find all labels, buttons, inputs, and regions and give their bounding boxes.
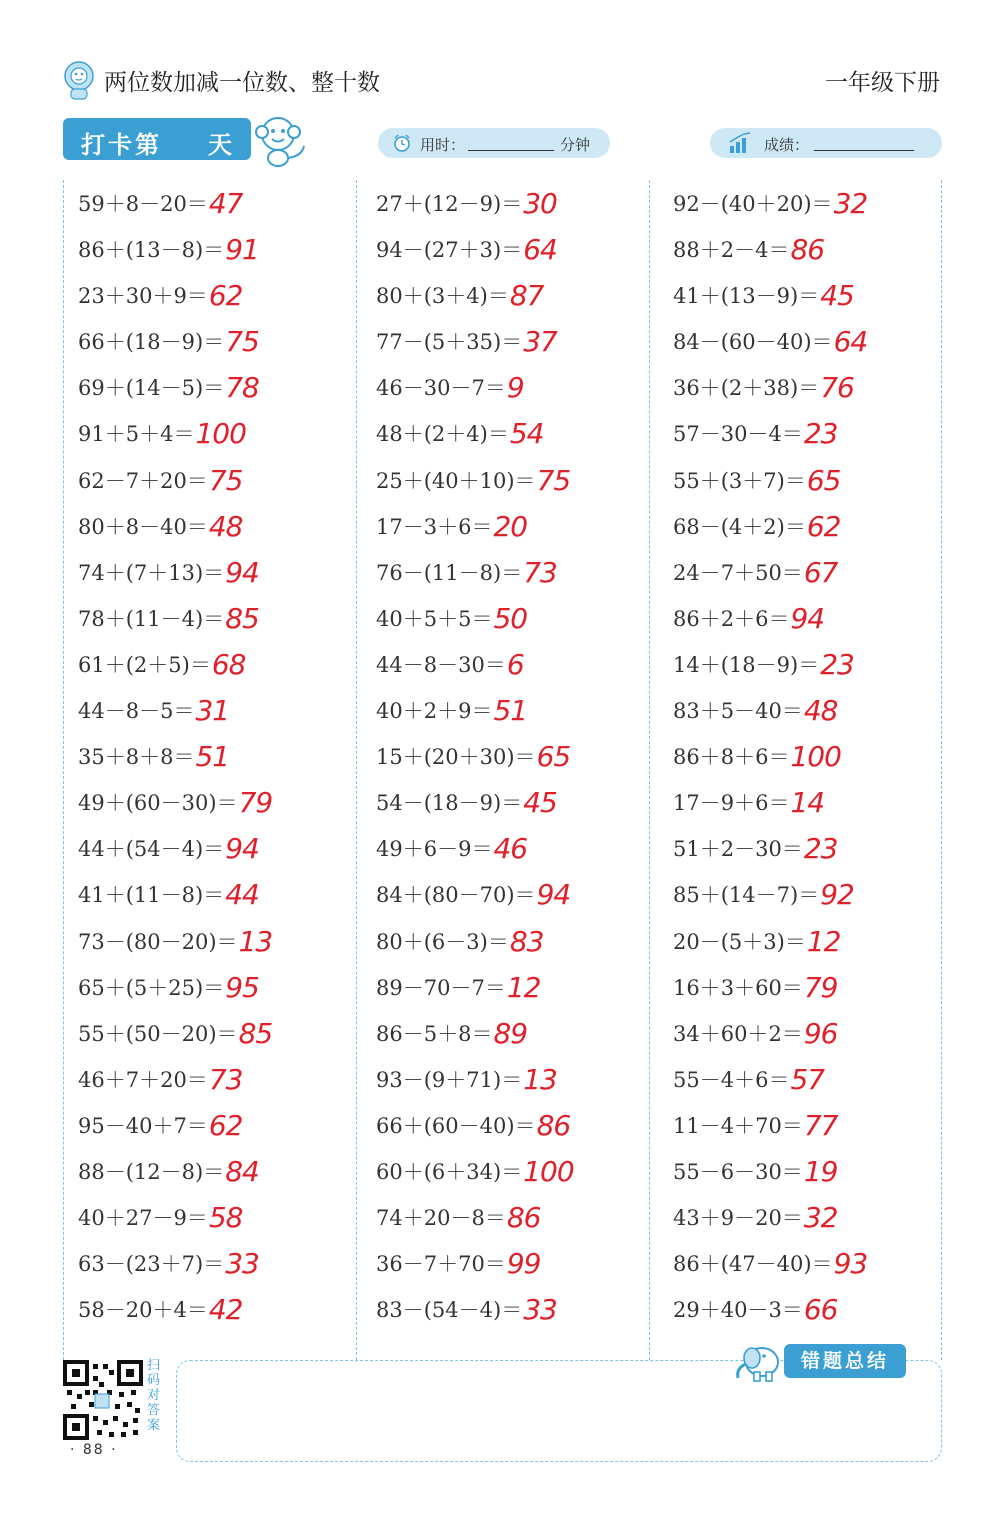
problem-row bbox=[673, 1148, 963, 1194]
problem-expression: 55＋(50－20)＝ bbox=[78, 1021, 238, 1046]
problem-row bbox=[78, 1056, 368, 1102]
problem-row bbox=[376, 1194, 666, 1240]
problem-expression: 46－30－7＝ bbox=[376, 376, 506, 401]
problem-row bbox=[376, 503, 666, 549]
handwritten-answer[interactable]: 33 bbox=[225, 1247, 259, 1281]
problem-row bbox=[376, 272, 666, 318]
score-blank[interactable] bbox=[814, 150, 914, 151]
problem-row bbox=[673, 1010, 963, 1056]
handwritten-answer[interactable]: 58 bbox=[208, 1201, 243, 1235]
problem-expression: 73－(80－20)＝ bbox=[78, 929, 238, 954]
handwritten-answer[interactable]: 31 bbox=[195, 694, 230, 728]
handwritten-answer[interactable]: 64 bbox=[523, 233, 557, 267]
column-divider-left bbox=[63, 180, 64, 1360]
handwritten-answer[interactable]: 93 bbox=[833, 1247, 868, 1281]
problem-expression: 40＋5＋5＝ bbox=[376, 606, 493, 631]
problem-row bbox=[78, 503, 368, 549]
handwritten-answer[interactable]: 20 bbox=[493, 509, 528, 543]
problem-column-2 bbox=[376, 180, 666, 1332]
problem-expression: 93－(9＋71)＝ bbox=[376, 1067, 523, 1092]
problem-row bbox=[673, 503, 963, 549]
handwritten-answer[interactable]: 85 bbox=[225, 601, 259, 635]
problem-expression: 60＋(6＋34)＝ bbox=[376, 1159, 523, 1184]
problem-expression: 44－8－5＝ bbox=[78, 699, 195, 724]
problem-expression: 29＋40－3＝ bbox=[673, 1298, 803, 1323]
handwritten-answer[interactable]: 77 bbox=[803, 1108, 838, 1142]
problem-expression: 83＋5－40＝ bbox=[673, 699, 803, 724]
problem-expression: 77－(5＋35)＝ bbox=[376, 330, 523, 355]
grade-label: 一年级下册 bbox=[825, 70, 940, 96]
problem-expression: 57－30－4＝ bbox=[673, 422, 803, 447]
problem-row bbox=[673, 1194, 963, 1240]
problem-column-3 bbox=[673, 180, 963, 1332]
handwritten-answer[interactable]: 13 bbox=[523, 1062, 557, 1096]
handwritten-answer[interactable]: 79 bbox=[238, 786, 273, 820]
problem-row bbox=[376, 1148, 666, 1194]
handwritten-answer[interactable]: 13 bbox=[238, 924, 273, 958]
handwritten-answer[interactable]: 73 bbox=[523, 555, 557, 589]
problem-expression: 51＋2－30＝ bbox=[673, 837, 803, 862]
problem-row bbox=[673, 918, 963, 964]
time-label: 用时： bbox=[420, 136, 466, 154]
problem-row bbox=[78, 226, 368, 272]
problem-expression: 11－4＋70＝ bbox=[673, 1113, 803, 1138]
problem-row bbox=[376, 825, 666, 871]
problem-row bbox=[376, 641, 666, 687]
problem-row bbox=[78, 1010, 368, 1056]
problem-row bbox=[673, 410, 963, 456]
handwritten-answer[interactable]: 64 bbox=[833, 325, 868, 359]
problem-row bbox=[376, 964, 666, 1010]
problem-expression: 55－6－30＝ bbox=[673, 1159, 803, 1184]
checkin-suffix: 天 bbox=[208, 131, 232, 159]
problem-row bbox=[78, 180, 368, 226]
problem-expression: 66＋(60－40)＝ bbox=[376, 1113, 536, 1138]
problem-row bbox=[673, 641, 963, 687]
handwritten-answer[interactable]: 67 bbox=[803, 555, 838, 589]
problem-expression: 15＋(20＋30)＝ bbox=[376, 745, 536, 770]
handwritten-answer[interactable]: 32 bbox=[833, 187, 868, 220]
problem-expression: 88－(12－8)＝ bbox=[78, 1159, 225, 1184]
elephant-mascot-icon bbox=[732, 1338, 784, 1384]
mistake-summary-label: 错题总结 bbox=[784, 1344, 906, 1378]
handwritten-answer[interactable]: 32 bbox=[803, 1201, 838, 1235]
handwritten-answer[interactable]: 33 bbox=[523, 1293, 557, 1327]
problem-expression: 83－(54－4)＝ bbox=[376, 1298, 523, 1323]
problem-row bbox=[673, 733, 963, 779]
problem-row bbox=[673, 457, 963, 503]
problem-expression: 16＋3＋60＝ bbox=[673, 975, 803, 1000]
problem-row bbox=[673, 964, 963, 1010]
handwritten-answer[interactable]: 84 bbox=[225, 1154, 259, 1188]
handwritten-answer[interactable]: 62 bbox=[208, 279, 243, 313]
problem-row bbox=[78, 825, 368, 871]
handwritten-answer[interactable]: 86 bbox=[790, 233, 825, 267]
handwritten-answer[interactable]: 23 bbox=[803, 417, 838, 451]
problem-row bbox=[78, 1240, 368, 1286]
handwritten-answer[interactable]: 75 bbox=[225, 325, 259, 359]
problem-expression: 66＋(18－9)＝ bbox=[78, 330, 225, 355]
handwritten-answer[interactable]: 86 bbox=[506, 1201, 541, 1235]
problem-row bbox=[673, 1286, 963, 1332]
problem-expression: 36＋(2＋38)＝ bbox=[673, 376, 820, 401]
problem-expression: 74＋20－8＝ bbox=[376, 1206, 506, 1231]
problem-expression: 55＋(3＋7)＝ bbox=[673, 468, 806, 493]
problem-expression: 46＋7＋20＝ bbox=[78, 1067, 208, 1092]
problem-expression: 78＋(11－4)＝ bbox=[78, 606, 225, 631]
problem-expression: 65＋(5＋25)＝ bbox=[78, 975, 225, 1000]
handwritten-answer[interactable]: 100 bbox=[790, 740, 841, 774]
handwritten-answer[interactable]: 62 bbox=[208, 1108, 243, 1142]
handwritten-answer[interactable]: 37 bbox=[523, 325, 557, 359]
problem-expression: 17－9＋6＝ bbox=[673, 791, 790, 816]
handwritten-answer[interactable]: 65 bbox=[536, 740, 571, 774]
handwritten-answer[interactable]: 85 bbox=[238, 1016, 273, 1050]
handwritten-answer[interactable]: 54 bbox=[509, 417, 544, 451]
problem-expression: 85＋(14－7)＝ bbox=[673, 883, 820, 908]
problem-column-1 bbox=[78, 180, 368, 1332]
handwritten-answer[interactable]: 23 bbox=[820, 647, 854, 681]
clock-icon bbox=[392, 133, 412, 153]
handwritten-answer[interactable]: 96 bbox=[803, 1016, 838, 1050]
problem-row bbox=[376, 871, 666, 917]
handwritten-answer[interactable]: 83 bbox=[509, 924, 544, 958]
problem-expression: 44－8－30＝ bbox=[376, 652, 506, 677]
problem-row bbox=[78, 1286, 368, 1332]
handwritten-answer[interactable]: 51 bbox=[195, 740, 230, 774]
problem-row bbox=[78, 457, 368, 503]
problem-expression: 59＋8－20＝ bbox=[78, 192, 208, 216]
problem-row bbox=[376, 180, 666, 226]
time-field[interactable] bbox=[378, 128, 610, 158]
page-header bbox=[58, 60, 940, 110]
handwritten-answer[interactable]: 44 bbox=[225, 878, 259, 912]
problem-expression: 68－(4＋2)＝ bbox=[673, 514, 806, 539]
handwritten-answer[interactable]: 79 bbox=[803, 970, 838, 1004]
handwritten-answer[interactable]: 6 bbox=[506, 647, 524, 681]
problem-row bbox=[78, 410, 368, 456]
problem-row bbox=[376, 918, 666, 964]
problem-expression: 35＋8＋8＝ bbox=[78, 745, 195, 770]
problem-expression: 86＋(13－8)＝ bbox=[78, 238, 225, 263]
handwritten-answer[interactable]: 73 bbox=[208, 1062, 243, 1096]
problem-expression: 40＋27－9＝ bbox=[78, 1206, 208, 1231]
problem-expression: 84－(60－40)＝ bbox=[673, 330, 833, 355]
problem-row bbox=[78, 964, 368, 1010]
problem-row bbox=[376, 410, 666, 456]
problem-row bbox=[376, 1240, 666, 1286]
problem-row bbox=[78, 1102, 368, 1148]
problem-expression: 62－7＋20＝ bbox=[78, 468, 208, 493]
problem-row bbox=[673, 1056, 963, 1102]
problem-expression: 86＋2＋6＝ bbox=[673, 606, 790, 631]
handwritten-answer[interactable]: 99 bbox=[506, 1247, 541, 1281]
handwritten-answer[interactable]: 68 bbox=[211, 647, 246, 681]
problem-expression: 49＋(60－30)＝ bbox=[78, 791, 238, 816]
problem-row bbox=[78, 871, 368, 917]
score-label: 成绩： bbox=[764, 136, 810, 154]
problem-row bbox=[78, 1194, 368, 1240]
handwritten-answer[interactable]: 94 bbox=[225, 832, 259, 866]
handwritten-answer[interactable]: 48 bbox=[803, 694, 838, 728]
problem-expression: 63－(23＋7)＝ bbox=[78, 1252, 225, 1277]
problem-row bbox=[78, 687, 368, 733]
problem-row bbox=[78, 1148, 368, 1194]
problem-row bbox=[376, 595, 666, 641]
problem-expression: 40＋2＋9＝ bbox=[376, 699, 493, 724]
problem-row bbox=[376, 733, 666, 779]
handwritten-answer[interactable]: 9 bbox=[506, 371, 524, 405]
handwritten-answer[interactable]: 30 bbox=[523, 187, 557, 220]
problem-row bbox=[376, 549, 666, 595]
problem-row bbox=[376, 457, 666, 503]
qr-caption: 扫码对答案 bbox=[147, 1358, 161, 1433]
problem-row bbox=[673, 779, 963, 825]
problem-expression: 92－(40＋20)＝ bbox=[673, 192, 833, 216]
problem-expression: 88＋2－4＝ bbox=[673, 238, 790, 263]
problem-row bbox=[78, 918, 368, 964]
problem-expression: 27＋(12－9)＝ bbox=[376, 192, 523, 216]
problem-expression: 24－7＋50＝ bbox=[673, 560, 803, 585]
handwritten-answer[interactable]: 94 bbox=[225, 555, 259, 589]
problem-row bbox=[673, 272, 963, 318]
problem-row bbox=[673, 1102, 963, 1148]
handwritten-answer[interactable]: 12 bbox=[506, 970, 541, 1004]
handwritten-answer[interactable]: 87 bbox=[509, 279, 544, 313]
problem-row bbox=[376, 1056, 666, 1102]
handwritten-answer[interactable]: 14 bbox=[790, 786, 825, 820]
handwritten-answer[interactable]: 94 bbox=[536, 878, 571, 912]
handwritten-answer[interactable]: 76 bbox=[820, 371, 854, 405]
problem-row bbox=[376, 779, 666, 825]
problem-expression: 55－4＋6＝ bbox=[673, 1067, 790, 1092]
handwritten-answer[interactable]: 86 bbox=[536, 1108, 571, 1142]
handwritten-answer[interactable]: 19 bbox=[803, 1154, 838, 1188]
problem-row bbox=[78, 779, 368, 825]
problem-expression: 84＋(80－70)＝ bbox=[376, 883, 536, 908]
problem-expression: 86＋8＋6＝ bbox=[673, 745, 790, 770]
problem-row bbox=[673, 595, 963, 641]
problem-expression: 36－7＋70＝ bbox=[376, 1252, 506, 1277]
problem-row bbox=[376, 1286, 666, 1332]
problem-expression: 95－40＋7＝ bbox=[78, 1113, 208, 1138]
problem-row bbox=[673, 1240, 963, 1286]
handwritten-answer[interactable]: 45 bbox=[523, 786, 557, 820]
handwritten-answer[interactable]: 57 bbox=[790, 1062, 825, 1096]
problem-expression: 25＋(40＋10)＝ bbox=[376, 468, 536, 493]
monkey-mascot-icon bbox=[252, 112, 310, 168]
handwritten-answer[interactable]: 100 bbox=[195, 417, 246, 451]
time-unit: 分钟 bbox=[560, 136, 591, 154]
problem-expression: 43＋9－20＝ bbox=[673, 1206, 803, 1231]
handwritten-answer[interactable]: 100 bbox=[523, 1154, 574, 1188]
bar-chart-icon bbox=[728, 132, 752, 154]
page-title: 两位数加减一位数、整十数 bbox=[104, 70, 380, 96]
problem-row bbox=[78, 364, 368, 410]
problem-row bbox=[673, 549, 963, 595]
handwritten-answer[interactable]: 50 bbox=[493, 601, 528, 635]
problem-row bbox=[673, 825, 963, 871]
problem-expression: 41＋(11－8)＝ bbox=[78, 883, 225, 908]
handwritten-answer[interactable]: 89 bbox=[493, 1016, 528, 1050]
handwritten-answer[interactable]: 47 bbox=[208, 187, 243, 220]
problem-expression: 44＋(54－4)＝ bbox=[78, 837, 225, 862]
problem-expression: 23＋30＋9＝ bbox=[78, 284, 208, 309]
handwritten-answer[interactable]: 78 bbox=[225, 371, 259, 405]
handwritten-answer[interactable]: 91 bbox=[225, 233, 259, 267]
page-number: · 88 · bbox=[70, 1442, 118, 1458]
lion-logo-icon bbox=[62, 60, 96, 100]
handwritten-answer[interactable]: 48 bbox=[208, 509, 243, 543]
problem-expression: 76－(11－8)＝ bbox=[376, 560, 523, 585]
problem-row bbox=[673, 687, 963, 733]
problem-expression: 17－3＋6＝ bbox=[376, 514, 493, 539]
problem-expression: 58－20＋4＝ bbox=[78, 1298, 208, 1323]
handwritten-answer[interactable]: 45 bbox=[820, 279, 854, 313]
problem-row bbox=[376, 687, 666, 733]
problem-row bbox=[376, 1010, 666, 1056]
handwritten-answer[interactable]: 62 bbox=[806, 509, 841, 543]
time-blank[interactable] bbox=[468, 150, 554, 151]
problem-expression: 91＋5＋4＝ bbox=[78, 422, 195, 447]
handwritten-answer[interactable]: 66 bbox=[803, 1293, 838, 1327]
problem-row bbox=[78, 549, 368, 595]
handwritten-answer[interactable]: 51 bbox=[493, 694, 528, 728]
handwritten-answer[interactable]: 42 bbox=[208, 1293, 243, 1327]
problem-row bbox=[376, 318, 666, 364]
handwritten-answer[interactable]: 75 bbox=[536, 463, 571, 497]
problem-expression: 80＋(6－3)＝ bbox=[376, 929, 509, 954]
problem-expression: 61＋(2＋5)＝ bbox=[78, 652, 211, 677]
problem-expression: 69＋(14－5)＝ bbox=[78, 376, 225, 401]
problem-expression: 48＋(2＋4)＝ bbox=[376, 422, 509, 447]
problem-row bbox=[78, 733, 368, 779]
handwritten-answer[interactable]: 65 bbox=[806, 463, 841, 497]
problem-row bbox=[78, 595, 368, 641]
checkin-banner bbox=[63, 118, 251, 160]
problem-row bbox=[673, 180, 963, 226]
problem-expression: 41＋(13－9)＝ bbox=[673, 284, 820, 309]
qr-code-icon[interactable] bbox=[63, 1360, 143, 1440]
problem-expression: 89－70－7＝ bbox=[376, 975, 506, 1000]
handwritten-answer[interactable]: 95 bbox=[225, 970, 259, 1004]
problem-expression: 94－(27＋3)＝ bbox=[376, 238, 523, 263]
problem-expression: 20－(5＋3)＝ bbox=[673, 929, 806, 954]
problem-expression: 74＋(7＋13)＝ bbox=[78, 560, 225, 585]
checkin-prefix: 打卡第 bbox=[81, 131, 162, 159]
score-field[interactable] bbox=[710, 128, 942, 158]
problem-row bbox=[673, 226, 963, 272]
problem-row bbox=[673, 364, 963, 410]
problem-expression: 86－5＋8＝ bbox=[376, 1021, 493, 1046]
problem-expression: 49＋6－9＝ bbox=[376, 837, 493, 862]
problem-row bbox=[78, 318, 368, 364]
problem-row bbox=[376, 364, 666, 410]
problem-expression: 14＋(18－9)＝ bbox=[673, 652, 820, 677]
problem-expression: 34＋60＋2＝ bbox=[673, 1021, 803, 1046]
problem-row bbox=[78, 272, 368, 318]
problem-row bbox=[673, 871, 963, 917]
problem-expression: 80＋(3＋4)＝ bbox=[376, 284, 509, 309]
problem-row bbox=[673, 318, 963, 364]
problem-row bbox=[78, 641, 368, 687]
problem-row bbox=[376, 1102, 666, 1148]
handwritten-answer[interactable]: 46 bbox=[493, 832, 528, 866]
problem-expression: 86＋(47－40)＝ bbox=[673, 1252, 833, 1277]
handwritten-answer[interactable]: 23 bbox=[803, 832, 838, 866]
handwritten-answer[interactable]: 75 bbox=[208, 463, 243, 497]
handwritten-answer[interactable]: 12 bbox=[806, 924, 841, 958]
problem-expression: 54－(18－9)＝ bbox=[376, 791, 523, 816]
handwritten-answer[interactable]: 94 bbox=[790, 601, 825, 635]
problem-row bbox=[376, 226, 666, 272]
handwritten-answer[interactable]: 92 bbox=[820, 878, 854, 912]
problem-expression: 80＋8－40＝ bbox=[78, 514, 208, 539]
